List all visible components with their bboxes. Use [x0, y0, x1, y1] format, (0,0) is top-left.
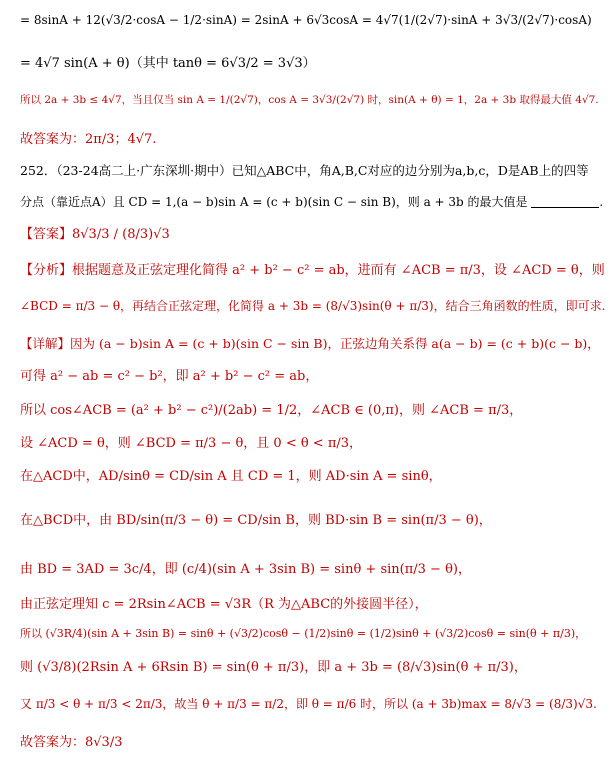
line-9-analysis: ∠BCD = π/3 − θ，再结合正弦定理，化简得 a + 3b = (8/√3)sin(θ + π/3)，结合三角函数的性质，即可求.: [20, 299, 606, 313]
line-14-detail: 在△ACD中，AD/sinθ = CD/sin A 且 CD = 1，则 AD·sin A = sinθ，: [20, 469, 442, 484]
line-6-problem: 分点（靠近点A）且 CD = 1,(a − b)sin A = (c + b)(sin C − sin B)，则 a + 3b 的最大值是 .: [20, 195, 604, 209]
line-18-detail: 所以 (√3R/4)(sin A + 3sin B) = sinθ + (√3/2)cosθ − (1/2)sinθ = (1/2)sinθ + (√3/2)cosθ = sin(θ + π/3)，: [20, 627, 587, 640]
line-12-detail: 所以 cos∠ACB = (a² + b² − c²)/(2ab) = 1/2，∠ACB ∈ (0,π)，则 ∠ACB = π/3，: [20, 403, 523, 418]
line-7-answer: 【答案】8√3/3 / (8/3)√3: [20, 227, 170, 242]
line-11-detail: 可得 a² − ab = c² − b²，即 a² + b² − c² = ab，: [20, 369, 319, 384]
line-10-detail: 【详解】因为 (a − b)sin A = (c + b)(sin C − sin B)，正弦边角关系得 a(a − b) = (c + b)(c − b)，: [20, 336, 600, 351]
line-4: 故答案为：2π/3；4√7.: [20, 132, 157, 147]
line-16-detail: 由 BD = 3AD = 3c/4，即 (c/4)(sin A + 3sin B) = sinθ + sin(π/3 − θ)，: [20, 562, 471, 577]
line-19-detail: 则 (√3/8)(2Rsin A + 6Rsin B) = sin(θ + π/3)，即 a + 3b = (8/√3)sin(θ + π/3)，: [20, 660, 527, 675]
line-5-problem: 252．（23-24高二上·广东深圳·期中）已知△ABC中，角A,B,C对应的边分别为a,b,c，D是AB上的四等: [20, 163, 589, 178]
line-17-detail: 由正弦定理知 c = 2Rsin∠ACB = √3R（R 为△ABC的外接圆半径），: [20, 597, 428, 612]
line-1: = 8sinA + 12(√3/2·cosA − 1/2·sinA) = 2sinA + 6√3cosA = 4√7(1/(2√7)·sinA + 3√3/(2√7)·cosA): [20, 13, 592, 27]
line-13-detail: 设 ∠ACD = θ，则 ∠BCD = π/3 − θ，且 0 < θ < π/3，: [20, 436, 363, 451]
line-15-detail: 在△BCD中，由 BD/sin(π/3 − θ) = CD/sin B，则 BD·sin B = sin(π/3 − θ)，: [20, 513, 492, 528]
line-6-text: 分点（靠近点A）且 CD = 1,(a − b)sin A = (c + b)(sin C − sin B)，则 a + 3b 的最大值是: [20, 195, 528, 209]
answer-blank: [531, 195, 599, 208]
line-21-final-answer: 故答案为：8√3/3: [20, 735, 123, 750]
line-2: = 4√7 sin(A + θ)（其中 tanθ = 6√3/2 = 3√3）: [20, 56, 316, 71]
line-3: 所以 2a + 3b ≤ 4√7，当且仅当 sin A = 1/(2√7)，cos A = 3√3/(2√7) 时，sin(A + θ) = 1，2a + 3b 取得最大值 4√7.: [20, 94, 599, 106]
line-20-detail: 又 π/3 < θ + π/3 < 2π/3，故当 θ + π/3 = π/2，即 θ = π/6 时，所以 (a + 3b)max = 8/√3 = (8/3)√3.: [20, 697, 597, 711]
line-8-analysis: 【分析】根据题意及正弦定理化简得 a² + b² − c² = ab，进而有 ∠ACB = π/3，设 ∠ACD = θ，则: [20, 263, 605, 278]
